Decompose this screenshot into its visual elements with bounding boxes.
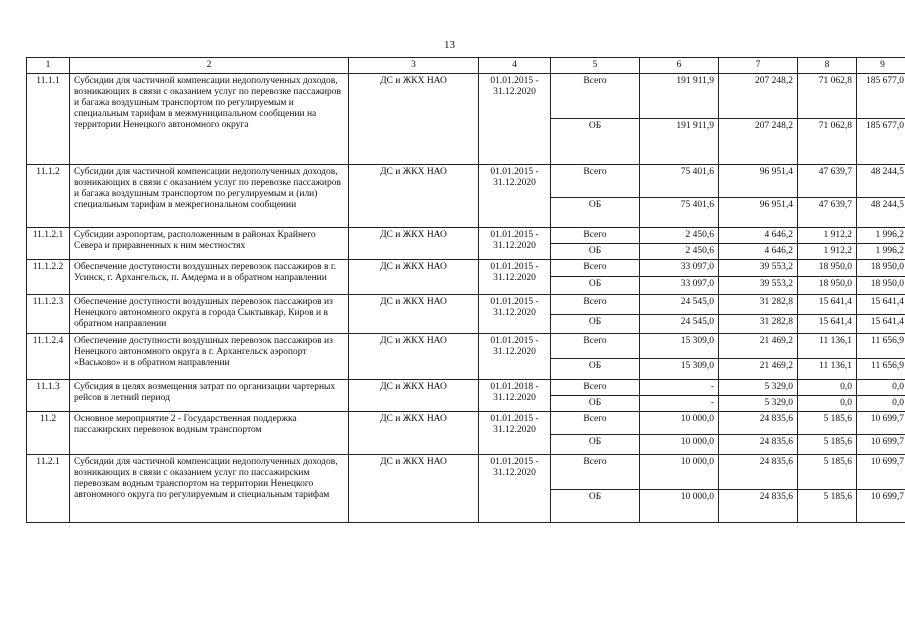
value-col-9: 15 641,4 [857, 295, 905, 315]
funding-source: ОБ [551, 490, 640, 523]
value-col-6: 33 097,0 [640, 277, 719, 295]
row-executor: ДС и ЖКХ НАО [349, 455, 479, 523]
row-period: 01.01.2015 - 31.12.2020 [479, 412, 551, 455]
value-col-8: 1 912,2 [798, 244, 857, 260]
row-code: 11.1.2.2 [27, 260, 70, 295]
value-col-6: 10 000,0 [640, 455, 719, 490]
value-col-7: 96 951,4 [719, 165, 798, 198]
value-col-6: 33 097,0 [640, 260, 719, 277]
header-cell: 4 [479, 58, 551, 74]
value-col-8: 47 639,7 [798, 165, 857, 198]
value-col-8: 18 950,0 [798, 277, 857, 295]
row-executor: ДС и ЖКХ НАО [349, 260, 479, 295]
value-col-7: 4 646,2 [719, 228, 798, 244]
value-col-6: - [640, 396, 719, 412]
funding-source: ОБ [551, 315, 640, 334]
funding-source: Всего [551, 74, 640, 119]
value-col-7: 24 835,6 [719, 435, 798, 455]
value-col-8: 5 185,6 [798, 490, 857, 523]
row-executor: ДС и ЖКХ НАО [349, 165, 479, 228]
row-period: 01.01.2015 - 31.12.2020 [479, 165, 551, 228]
value-col-9: 1 996,2 [857, 244, 905, 260]
value-col-9: 18 950,0 [857, 260, 905, 277]
value-col-7: 31 282,8 [719, 295, 798, 315]
funding-source: ОБ [551, 396, 640, 412]
value-col-8: 5 185,6 [798, 455, 857, 490]
funding-source: Всего [551, 380, 640, 396]
row-code: 11.1.2.1 [27, 228, 70, 260]
row-code: 11.1.2.3 [27, 295, 70, 334]
value-col-7: 24 835,6 [719, 455, 798, 490]
row-code: 11.2.1 [27, 455, 70, 523]
value-col-7: 24 835,6 [719, 412, 798, 435]
value-col-6: - [640, 380, 719, 396]
row-code: 11.1.1 [27, 74, 70, 165]
row-name: Обеспечение доступности воздушных перевозок пассажиров из Ненецкого автономного округа в г. Архангельск аэропорт «Васьково» и в обратном направлении [70, 334, 349, 380]
value-col-7: 21 469,2 [719, 334, 798, 359]
value-col-8: 1 912,2 [798, 228, 857, 244]
value-col-9: 10 699,7 [857, 412, 905, 435]
value-col-7: 207 248,2 [719, 74, 798, 119]
value-col-9: 10 699,7 [857, 490, 905, 523]
value-col-9: 15 641,4 [857, 315, 905, 334]
row-period: 01.01.2015 - 31.12.2020 [479, 334, 551, 380]
value-col-8: 0,0 [798, 396, 857, 412]
value-col-6: 75 401,6 [640, 165, 719, 198]
row-period: 01.01.2015 - 31.12.2020 [479, 295, 551, 334]
row-period: 01.01.2018 - 31.12.2020 [479, 380, 551, 412]
row-code: 11.1.2 [27, 165, 70, 228]
value-col-7: 5 329,0 [719, 380, 798, 396]
header-cell: 2 [70, 58, 349, 74]
program-table [26, 57, 905, 523]
funding-source: ОБ [551, 277, 640, 295]
value-col-9: 185 677,0 [857, 119, 905, 165]
row-executor: ДС и ЖКХ НАО [349, 412, 479, 455]
table-row [27, 228, 905, 244]
row-name: Субсидия в целях возмещения затрат по организации чартерных рейсов в летний период [70, 380, 349, 412]
value-col-9: 10 699,7 [857, 435, 905, 455]
row-executor: ДС и ЖКХ НАО [349, 334, 479, 380]
value-col-7: 21 469,2 [719, 359, 798, 380]
row-period: 01.01.2015 - 31.12.2020 [479, 74, 551, 165]
table-row [27, 295, 905, 315]
value-col-7: 39 553,2 [719, 277, 798, 295]
row-period: 01.01.2015 - 31.12.2020 [479, 260, 551, 295]
row-name: Субсидии аэропортам, расположенным в районах Крайнего Севера и приравненных к ним местностях [70, 228, 349, 260]
value-col-8: 71 062,8 [798, 119, 857, 165]
table-row [27, 334, 905, 359]
funding-source: Всего [551, 455, 640, 490]
value-col-6: 191 911,9 [640, 74, 719, 119]
value-col-9: 185 677,0 [857, 74, 905, 119]
value-col-9: 10 699,7 [857, 455, 905, 490]
row-code: 11.2 [27, 412, 70, 455]
table-row [27, 380, 905, 396]
row-executor: ДС и ЖКХ НАО [349, 228, 479, 260]
value-col-6: 24 545,0 [640, 295, 719, 315]
value-col-9: 11 656,9 [857, 334, 905, 359]
row-code: 11.1.3 [27, 380, 70, 412]
value-col-6: 10 000,0 [640, 435, 719, 455]
funding-source: Всего [551, 412, 640, 435]
header-cell: 5 [551, 58, 640, 74]
funding-source: ОБ [551, 198, 640, 228]
header-cell: 9 [857, 58, 905, 74]
header-cell: 8 [798, 58, 857, 74]
header-cell: 7 [719, 58, 798, 74]
funding-source: Всего [551, 260, 640, 277]
value-col-8: 71 062,8 [798, 74, 857, 119]
value-col-8: 11 136,1 [798, 359, 857, 380]
row-name: Субсидии для частичной компенсации недополученных доходов, возникающих в связи с оказанием услуг по перевозке пассажиров и багажа воздушным транспортом по регулируемым и (или) специальным тарифам в межрегиональном сообщении [70, 165, 349, 228]
value-col-8: 11 136,1 [798, 334, 857, 359]
value-col-6: 15 309,0 [640, 359, 719, 380]
value-col-8: 5 185,6 [798, 435, 857, 455]
value-col-8: 0,0 [798, 380, 857, 396]
row-name: Основное мероприятие 2 - Государственная поддержка пассажирских перевозок водным транспортом [70, 412, 349, 455]
value-col-9: 18 950,0 [857, 277, 905, 295]
table-row [27, 412, 905, 435]
value-col-9: 0,0 [857, 380, 905, 396]
value-col-8: 15 641,4 [798, 295, 857, 315]
value-col-6: 75 401,6 [640, 198, 719, 228]
value-col-8: 5 185,6 [798, 412, 857, 435]
row-name: Субсидии для частичной компенсации недополученных доходов, возникающих в связи с оказанием услуг по перевозке пассажиров и багажа воздушным транспортом по регулируемым и специальным тарифам в межмуниципальном сообщении на территории Ненецкого автономного округа [70, 74, 349, 165]
value-col-9: 48 244,5 [857, 165, 905, 198]
value-col-6: 10 000,0 [640, 412, 719, 435]
row-executor: ДС и ЖКХ НАО [349, 74, 479, 165]
header-cell: 1 [27, 58, 70, 74]
row-executor: ДС и ЖКХ НАО [349, 295, 479, 334]
value-col-8: 18 950,0 [798, 260, 857, 277]
value-col-7: 39 553,2 [719, 260, 798, 277]
value-col-9: 1 996,2 [857, 228, 905, 244]
value-col-9: 11 656,9 [857, 359, 905, 380]
row-executor: ДС и ЖКХ НАО [349, 380, 479, 412]
value-col-7: 24 835,6 [719, 490, 798, 523]
row-period: 01.01.2015 - 31.12.2020 [479, 228, 551, 260]
funding-source: ОБ [551, 119, 640, 165]
value-col-7: 4 646,2 [719, 244, 798, 260]
value-col-8: 15 641,4 [798, 315, 857, 334]
value-col-7: 96 951,4 [719, 198, 798, 228]
value-col-7: 5 329,0 [719, 396, 798, 412]
funding-source: Всего [551, 295, 640, 315]
row-period: 01.01.2015 - 31.12.2020 [479, 455, 551, 523]
value-col-6: 15 309,0 [640, 334, 719, 359]
row-name: Субсидии для частичной компенсации недополученных доходов, возникающих в связи с оказанием услуг по пассажирским перевозкам водным транспортом на территории Ненецкого автономного округа по регулируемым и специальным тарифам [70, 455, 349, 523]
page-number: 13 [444, 39, 455, 51]
header-cell: 3 [349, 58, 479, 74]
table-row [27, 260, 905, 277]
row-name: Обеспечение доступности воздушных перевозок пассажиров из Ненецкого автономного округа в города Сыктывкар, Киров и в обратном направлении [70, 295, 349, 334]
row-name: Обеспечение доступности воздушных перевозок пассажиров в г. Усинск, г. Архангельск, п. Амдерма и в обратном направлении [70, 260, 349, 295]
value-col-8: 47 639,7 [798, 198, 857, 228]
funding-source: ОБ [551, 244, 640, 260]
funding-source: Всего [551, 165, 640, 198]
value-col-6: 10 000,0 [640, 490, 719, 523]
value-col-9: 0,0 [857, 396, 905, 412]
value-col-9: 48 244,5 [857, 198, 905, 228]
value-col-7: 31 282,8 [719, 315, 798, 334]
table-row [27, 74, 905, 119]
value-col-6: 2 450,6 [640, 228, 719, 244]
funding-source: Всего [551, 334, 640, 359]
header-row [27, 58, 905, 74]
funding-source: ОБ [551, 435, 640, 455]
value-col-6: 24 545,0 [640, 315, 719, 334]
funding-source: ОБ [551, 359, 640, 380]
value-col-7: 207 248,2 [719, 119, 798, 165]
table-row [27, 455, 905, 490]
table-row [27, 165, 905, 198]
funding-source: Всего [551, 228, 640, 244]
value-col-6: 191 911,9 [640, 119, 719, 165]
header-cell: 6 [640, 58, 719, 74]
row-code: 11.1.2.4 [27, 334, 70, 380]
value-col-6: 2 450,6 [640, 244, 719, 260]
